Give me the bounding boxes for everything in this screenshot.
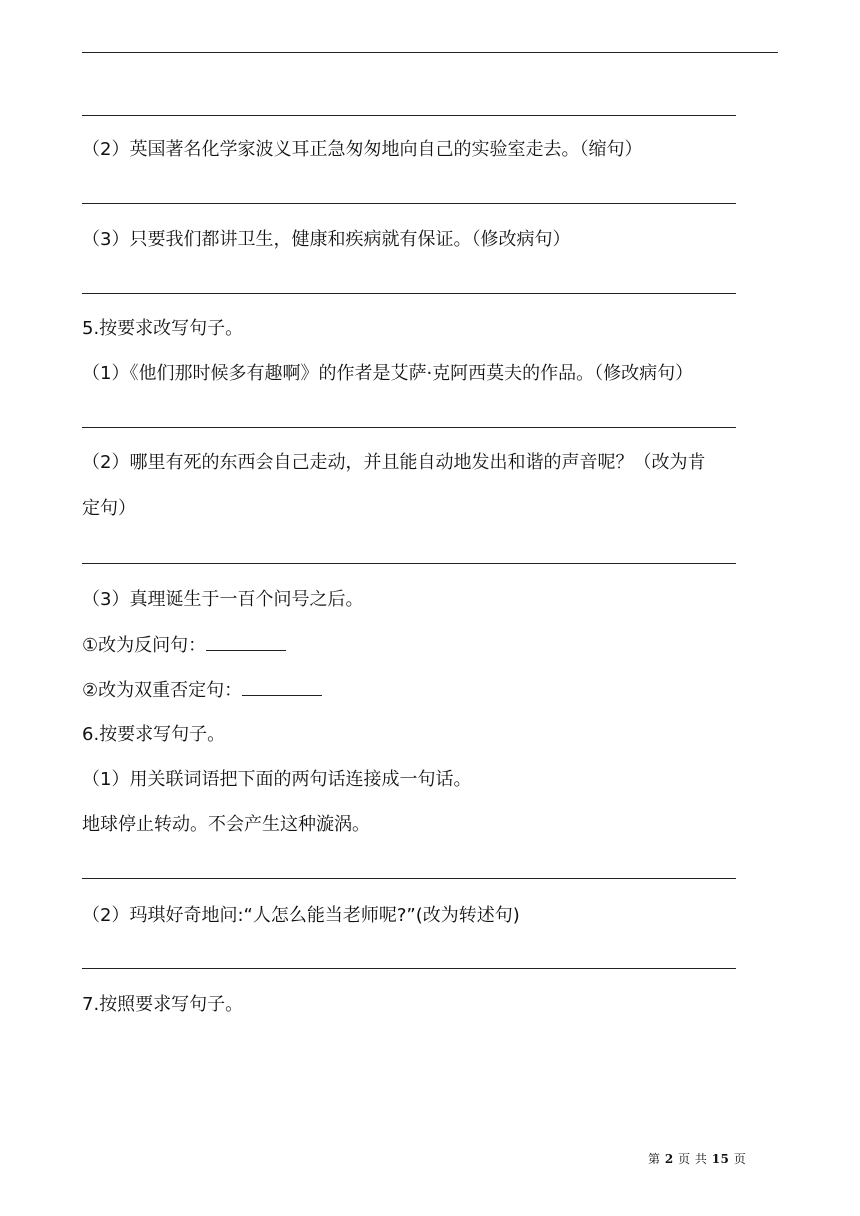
answer-line <box>82 563 736 564</box>
footer-prefix: 第 <box>648 1152 661 1166</box>
question-5-3: （3）真理诞生于一百个问号之后。 <box>82 589 364 610</box>
answer-blank[interactable] <box>206 634 286 651</box>
question-6-1: （1）用关联词语把下面的两句话连接成一句话。 <box>82 769 472 790</box>
footer-middle: 页 共 <box>678 1152 708 1166</box>
answer-line <box>82 878 736 879</box>
question-7-title: 7.按照要求写句子。 <box>82 994 244 1015</box>
question-5-2-line1: （2）哪里有死的东西会自己走动，并且能自动地发出和谐的声音呢？（改为肯 <box>82 452 706 473</box>
question-5-2-line2: 定句） <box>82 498 136 519</box>
question-5-1: （1）《他们那时候多有趣啊》的作者是艾萨·克阿西莫夫的作品。（修改病句） <box>82 363 694 384</box>
question-6-2: （2）玛琪好奇地问:“人怎么能当老师呢?”(改为转述句) <box>82 905 520 926</box>
question-4-2: （2）英国著名化学家波义耳正急匆匆地向自己的实验室走去。（缩句） <box>82 139 643 160</box>
question-5-3-2-row <box>82 679 322 702</box>
question-5-3-1-row <box>82 634 286 657</box>
footer-suffix: 页 <box>733 1152 747 1166</box>
question-6-title: 6.按要求写句子。 <box>82 724 226 745</box>
answer-line <box>82 115 736 116</box>
question-5-title: 5.按要求改写句子。 <box>82 318 244 339</box>
answer-line <box>82 293 736 294</box>
total-pages: 15 <box>711 1152 730 1166</box>
question-5-3-2-label: ②改为双重否定句： <box>82 680 243 701</box>
page-number-footer <box>648 1150 746 1167</box>
answer-line <box>82 427 736 428</box>
question-5-3-1-label: ①改为反问句： <box>82 635 207 656</box>
question-4-3: （3）只要我们都讲卫生，健康和疾病就有保证。（修改病句） <box>82 229 571 250</box>
answer-line <box>82 203 736 204</box>
question-6-1-text: 地球停止转动。不会产生这种漩涡。 <box>82 814 370 835</box>
answer-line <box>82 968 736 969</box>
current-page: 2 <box>664 1152 674 1166</box>
answer-blank[interactable] <box>242 679 322 696</box>
answer-line <box>82 52 778 53</box>
